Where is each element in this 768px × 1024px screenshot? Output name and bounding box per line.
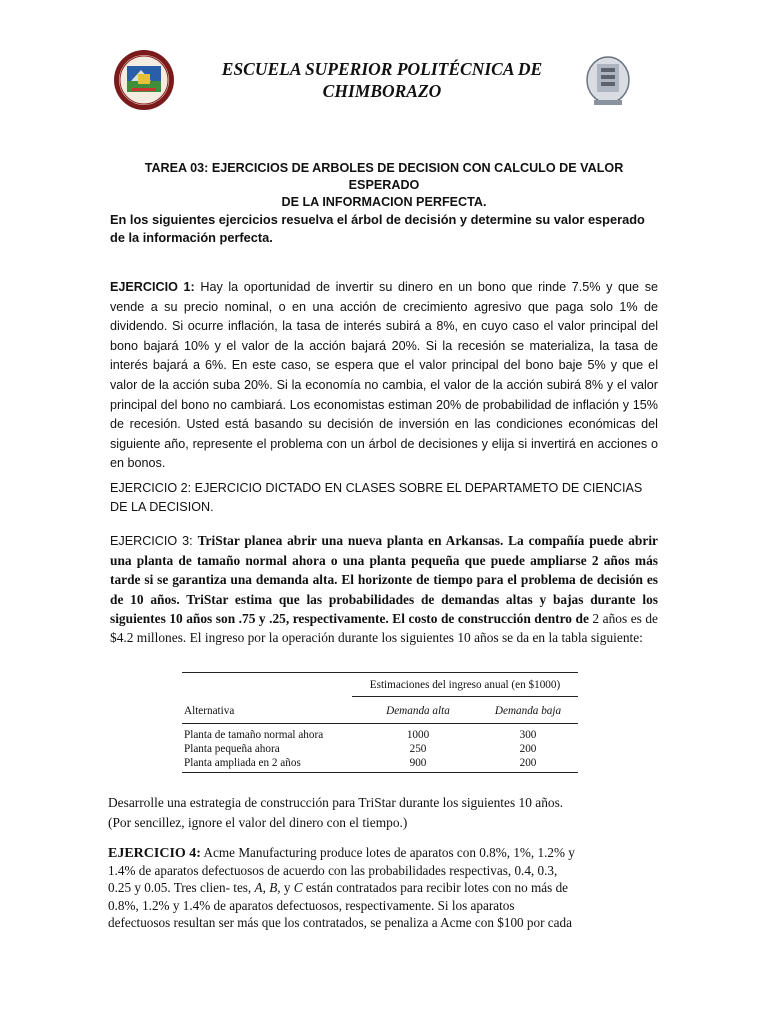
separator: , y [277, 880, 294, 896]
exercise-4-text: Acme Manufacturing produce lotes de aparatos con 0.8%, 1%, 1.2% y [200, 845, 575, 860]
table-cell-low: 200 [519, 757, 537, 769]
table-cell-alternative: Planta ampliada en 2 años [184, 757, 301, 769]
exercise-4-text: están contratados para recibir lotes con no más de [302, 880, 569, 896]
strategy-prompt [108, 793, 668, 833]
customer-c: C [293, 880, 303, 896]
strategy-prompt-line1: Desarrolle una estrategia de construcción para TriStar durante los siguientes 10 años. [108, 795, 564, 810]
table-cell-low: 300 [519, 729, 537, 741]
exercise-3-label: EJERCICIO 3: [110, 534, 198, 548]
table-row [182, 729, 578, 743]
table-cell-alternative: Planta de tamaño normal ahora [184, 729, 324, 741]
exercise-3-bold-text: TriStar planea abrir una nueva planta en Arkansas. La compañía puede abrir una planta de tamaño normal ahora o una planta pequeña que puede ampliarse 2 años más tarde si se garantiza una demanda alta. El horizonte de tiempo para el problema de decisión es de 10 años. TriStar estima que las probabilidades de demandas altas y bajas durante los siguientes 10 años son .75 y .25, respectivamente. El costo de construcción dentro de [110, 533, 658, 626]
exercise-2: EJERCICIO 2: EJERCICIO DICTADO EN CLASES SOBRE EL DEPARTAMETO DE CIENCIAS DE LA DECISION. [110, 481, 643, 514]
table-rule [182, 672, 578, 673]
assignment-title-line2: DE LA INFORMACION PERFECTA. [281, 195, 487, 209]
table-group-header: Estimaciones del ingreso anual (en $1000) [369, 679, 561, 691]
table-cell-high: 900 [409, 757, 427, 769]
table-rule [352, 696, 578, 697]
exercise-1-label: EJERCICIO 1: [110, 280, 195, 294]
instructions: En los siguientes ejercicios resuelva el árbol de decisión y determine su valor esperado de la información perfecta. [110, 212, 645, 245]
exercise-4-line3 [108, 879, 660, 896]
espoch-seal-icon [105, 48, 183, 112]
exercise-4-line4: 0.8%, 1.2% y 1.4% de aparatos defectuosos, respectivamente. Si los aparatos [108, 897, 515, 913]
exercise-4-line2: 1.4% de aparatos defectuosos de acuerdo con las probabilidades respectivas, 0.4, 0.3, [108, 863, 558, 879]
assignment-title-line1: TAREA 03: EJERCICIOS DE ARBOLES DE DECISION CON CALCULO DE VALOR ESPERADO [144, 161, 624, 192]
table-header-low-demand: Demanda baja [494, 705, 562, 717]
exercise-3 [110, 531, 658, 647]
table-row [182, 757, 578, 771]
table-rule [182, 723, 578, 724]
exercise-3-text: 2 años es de $4.2 millones. El ingreso por la operación durante los siguientes 10 años se da en la tabla siguiente: [110, 610, 659, 646]
school-name-line1: ESCUELA SUPERIOR POLITÉCNICA DE [221, 59, 543, 79]
table-cell-high: 250 [409, 743, 427, 755]
separator: , [262, 880, 270, 896]
exercise-1-text: Hay la oportunidad de invertir su dinero en un bono que rinde 7.5% y que se vende a su precio nominal, o en una acción de crecimiento agresivo que paga solo 1% de dividendo. Si ocurre inflación, la tasa de interés subirá a 8%, en cuyo caso el valor principal del bono bajará 10% y el valor de la acción bajará 20%. Si la recesión se materializa, la tasa de interés bajará a 6%. En este caso, se espera que el valor principal del bono baje 5% y que el valor de la acción suba 20%. Si la economía no cambia, el valor de la acción subirá 8% y el valor principal del bono no cambiará. Los economistas estiman 20% de probabilidad de inflación y 15% de recesión. Usted está basando su decisión de inversión en las condiciones económicas del siguiente año, represente el problema con un árbol de decisiones y elija si invertirá en acciones o en bonos. [110, 280, 658, 471]
table-cell-alternative: Planta pequeña ahora [184, 743, 280, 755]
table-rule [182, 772, 578, 773]
strategy-prompt-line2: (Por sencillez, ignore el valor del dinero con el tiempo.) [108, 815, 408, 830]
customer-b: B [269, 880, 278, 896]
exercise-4 [108, 844, 660, 931]
exercise-4-label: EJERCICIO 4: [108, 846, 201, 861]
customer-a: A [254, 880, 263, 896]
exercise-4-text: 0.25 y 0.05. Tres clien- tes, [108, 880, 255, 896]
exercise-4-line5: defectuosos resultan ser más que los contratados, se penaliza a Acme con $100 por cada [108, 914, 572, 930]
school-name-line2: CHIMBORAZO [322, 81, 442, 101]
exercise-1 [110, 278, 658, 474]
table-cell-low: 200 [519, 743, 537, 755]
faculty-emblem-icon [584, 54, 632, 110]
table-header-high-demand: Demanda alta [386, 705, 450, 717]
table-header-alternative: Alternativa [184, 705, 235, 717]
school-name [190, 58, 574, 102]
exercise-4-line1 [108, 844, 660, 862]
table-row [182, 743, 578, 757]
assignment-title [110, 160, 658, 211]
table-cell-high: 1000 [406, 729, 430, 741]
